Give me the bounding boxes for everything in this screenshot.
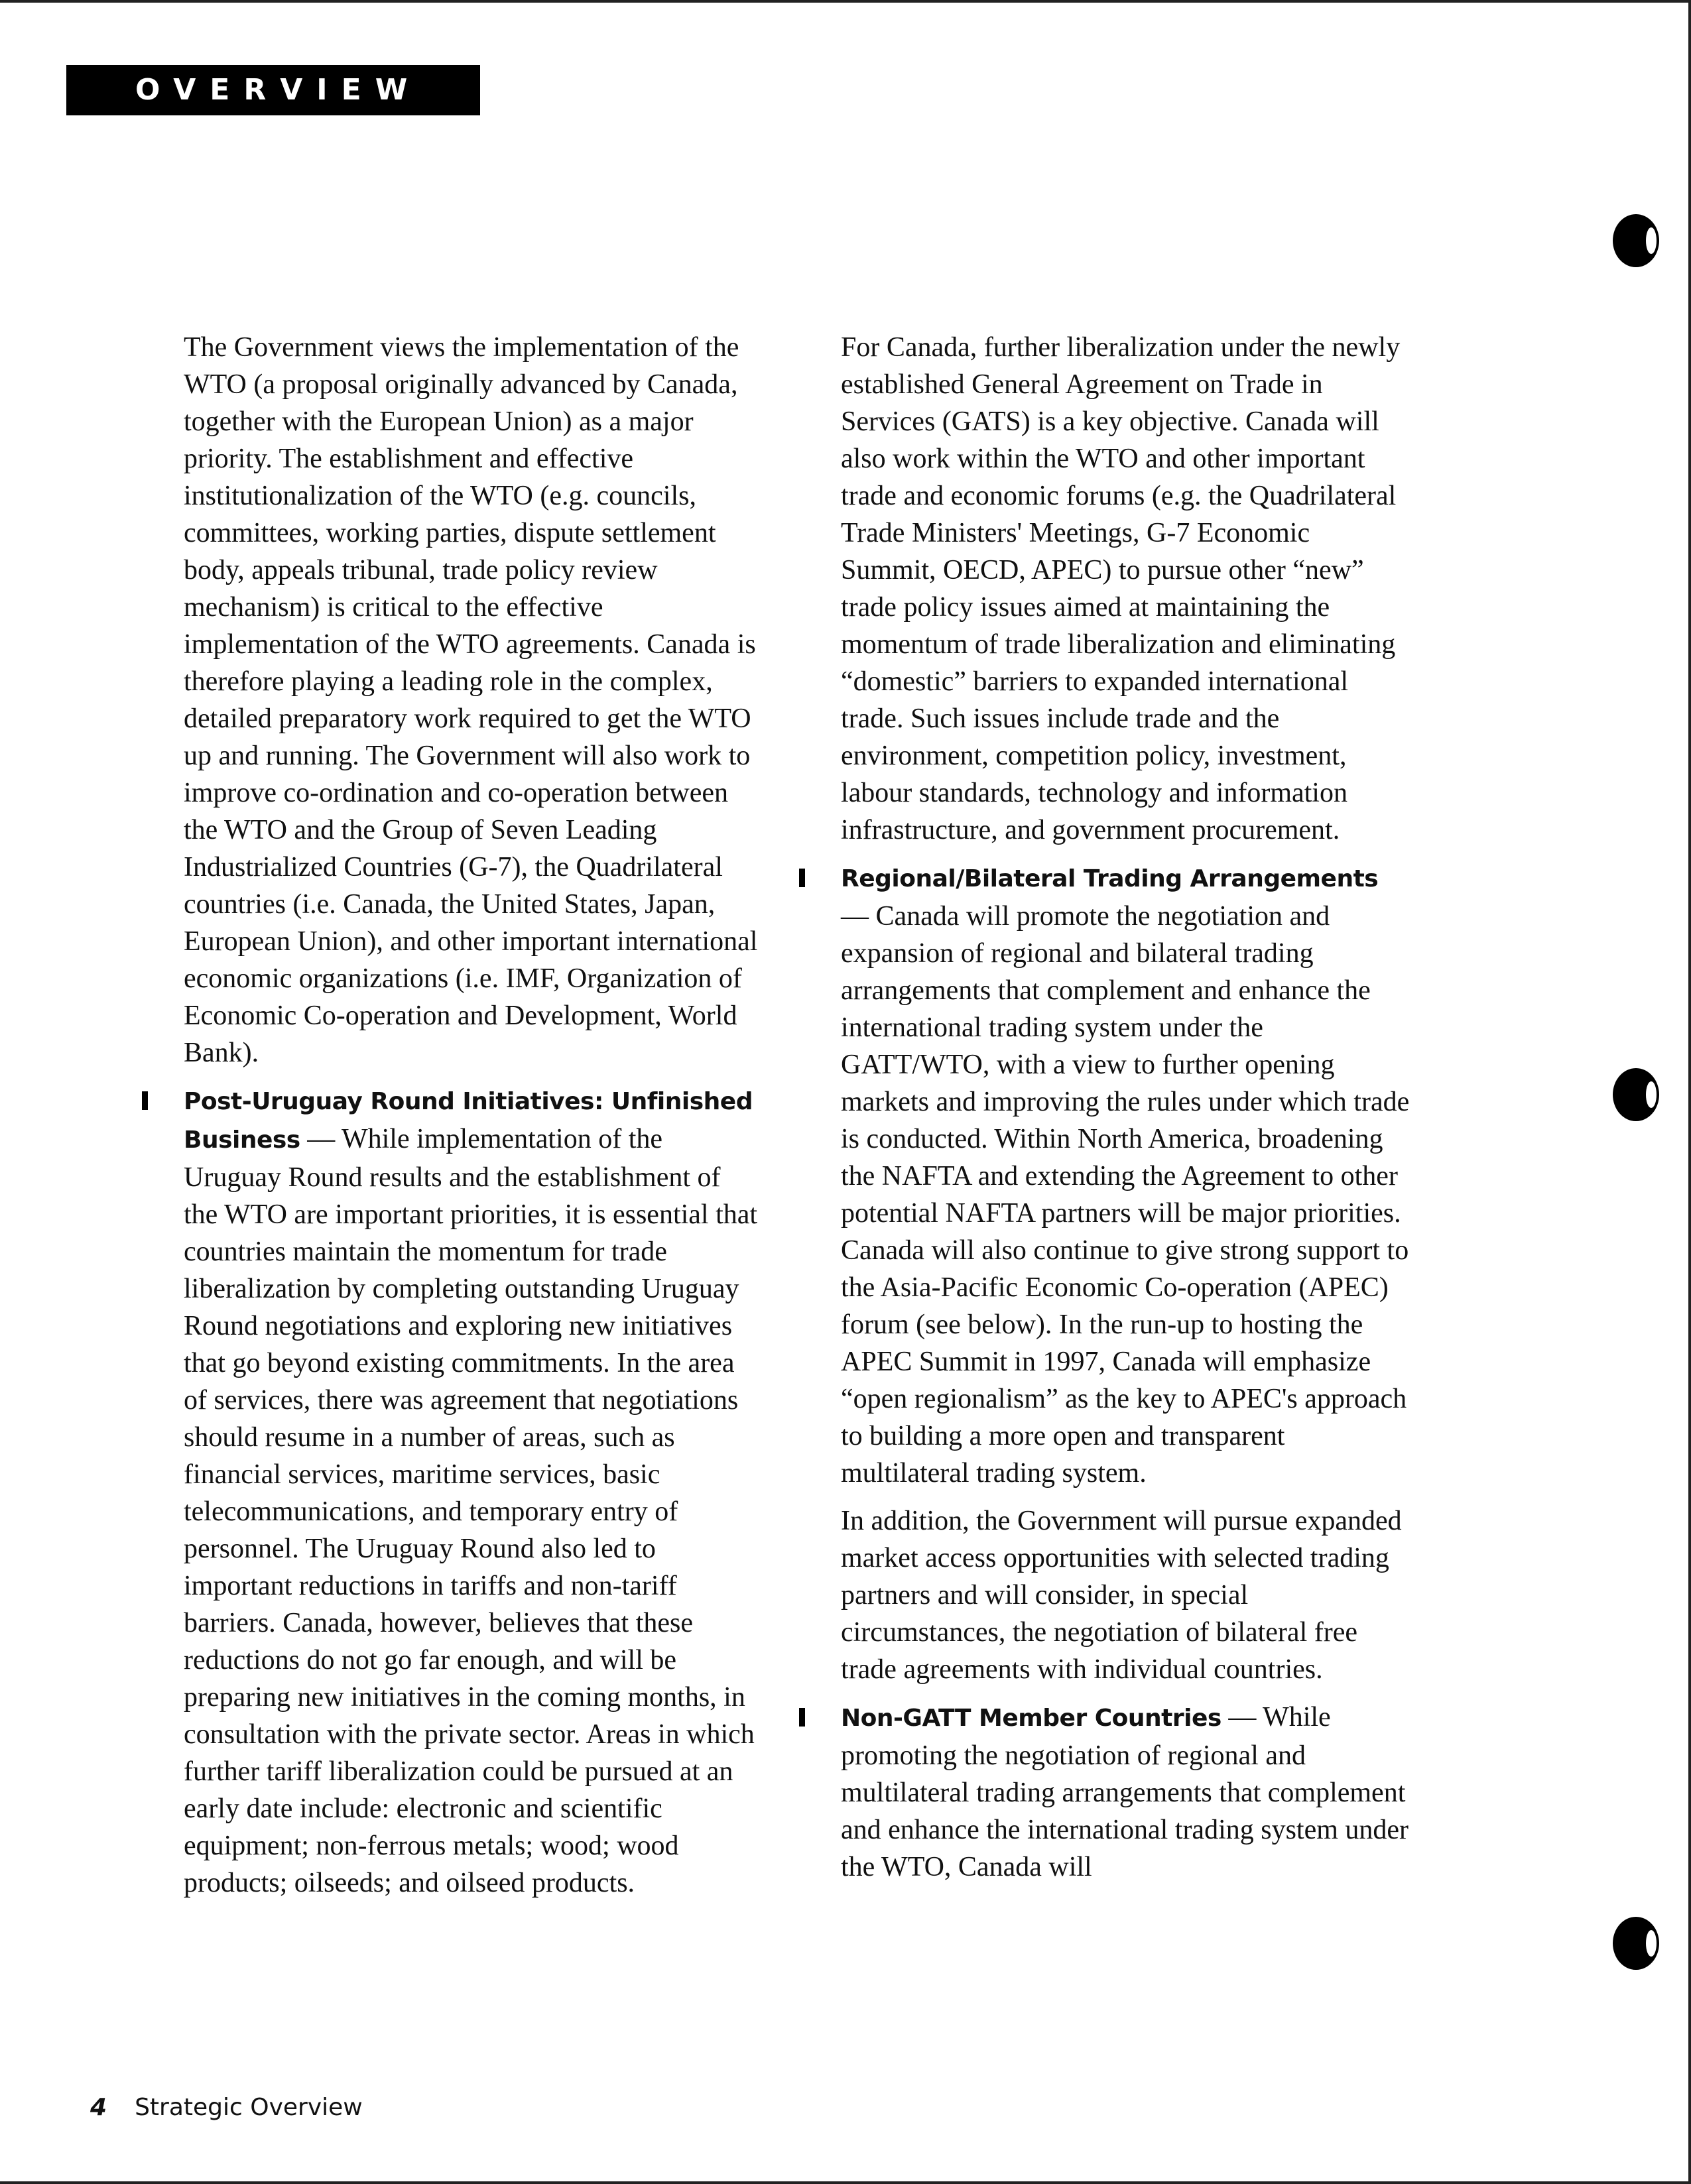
bullet-marker [142,1091,148,1110]
regional-bilateral-bullet [841,859,1411,1492]
market-access-paragraph: In addition, the Government will pursue expanded market access opportunities with selected trading partners and will consider, in special circumstances, the negotiation of bilateral free trade agreements with individual countries. [841,1506,1402,1685]
section-header: OVERVIEW [66,65,480,115]
right-column [841,329,1411,1896]
bullet-marker [799,1708,805,1727]
page-footer [90,2094,363,2121]
gats-paragraph: For Canada, further liberalization under the newly established General Agreement on Trade in Services (GATS) is a key objective. Canada will also work within the WTO and other important trade and economic forums (e.g. the Quadrilateral Trade Ministers' Meetings, G-7 Economic Summit, OECD, APEC) to pursue other “new” trade policy issues aimed at maintaining the momentum of trade liberalization and eliminating “domestic” barriers to expanded international trade. Such issues include trade and the environment, competition policy, investment, labour standards, technology and information infrastructure, and government procurement. [841,332,1401,845]
bullet-body: — While implementation of the Uruguay Round results and the establishment of the WTO are important priorities, it is essential that countries maintain the momentum for trade liberalization by completing outstanding Uruguay Round negotiations and exploring new initiatives that go beyond existing commitments. In the area of services, there was agreement that negotiations should resume in a number of areas, such as financial services, maritime services, basic telecommunications, and temporary entry of personnel. The Uruguay Round also led to important reductions in tariffs and non-tariff barriers. Canada, however, believes that these reductions do not go far enough, and will be preparing new initiatives in the coming months, in consultation with the private sector. Areas in which further tariff liberalization could be pursued at an early date include: electronic and scientific equipment; non-ferrous metals; wood; wood products; oilseeds; and oilseed products. [184,1124,758,1898]
bullet-body: — Canada will promote the negotiation and expansion of regional and bilateral trading arrangements that complement and enhance the international trading system under the GATT/WTO, with a view to further opening markets and improving the rules under which trade is conducted. Within North America, broadening the NAFTA and extending the Agreement to other potential NAFTA partners will be major priorities. Canada will also continue to give strong support to the Asia-Pacific Economic Co-operation (APEC) forum (see below). In the run-up to hosting the APEC Summit in 1997, Canada will emphasize “open regionalism” as the key to APEC's approach to building a more open and transparent multilateral trading system. [841,901,1410,1488]
punch-hole-top [1613,214,1659,267]
right-border [1688,0,1691,2184]
punch-hole-middle [1613,1068,1659,1121]
bullet-heading: Regional/Bilateral Trading Arrangements [841,865,1379,892]
top-border [0,0,1691,3]
bullet-heading: Non-GATT Member Countries [841,1705,1221,1732]
wto-implementation-paragraph: The Government views the implementation of the WTO (a proposal originally advanced by Canada, together with the European Union) as a major priority. The establishment and effective institutionalization of the WTO (e.g. councils, committees, working parties, dispute settlement body, appeals tribunal, trade policy review mechanism) is critical to the effective implementation of the WTO agreements. Canada is therefore playing a leading role in the complex, detailed preparatory work required to get the WTO up and running. The Government will also work to improve co-ordination and co-operation between the WTO and the Group of Seven Leading Industrialized Countries (G-7), the Quadrilateral countries (i.e. Canada, the United States, Japan, European Union), and other important international economic organizations (i.e. IMF, Organization of Economic Co-operation and Development, World Bank). [184,332,758,1068]
post-uruguay-bullet [184,1082,758,1902]
bullet-marker [799,869,805,887]
punch-hole-bottom [1613,1917,1659,1970]
left-column [184,329,758,1912]
non-gatt-bullet [841,1699,1411,1886]
bottom-border [0,2181,1691,2184]
bullet-heading: Post-Uruguay Round Initiatives: Unfinished Business [184,1088,753,1154]
bullet-body: — While promoting the negotiation of regional and multilateral trading arrangements that complement and enhance the international trading system under the WTO, Canada will [841,1702,1409,1882]
page-number: 4 [90,2094,107,2121]
footer-section-title: Strategic Overview [135,2094,363,2121]
